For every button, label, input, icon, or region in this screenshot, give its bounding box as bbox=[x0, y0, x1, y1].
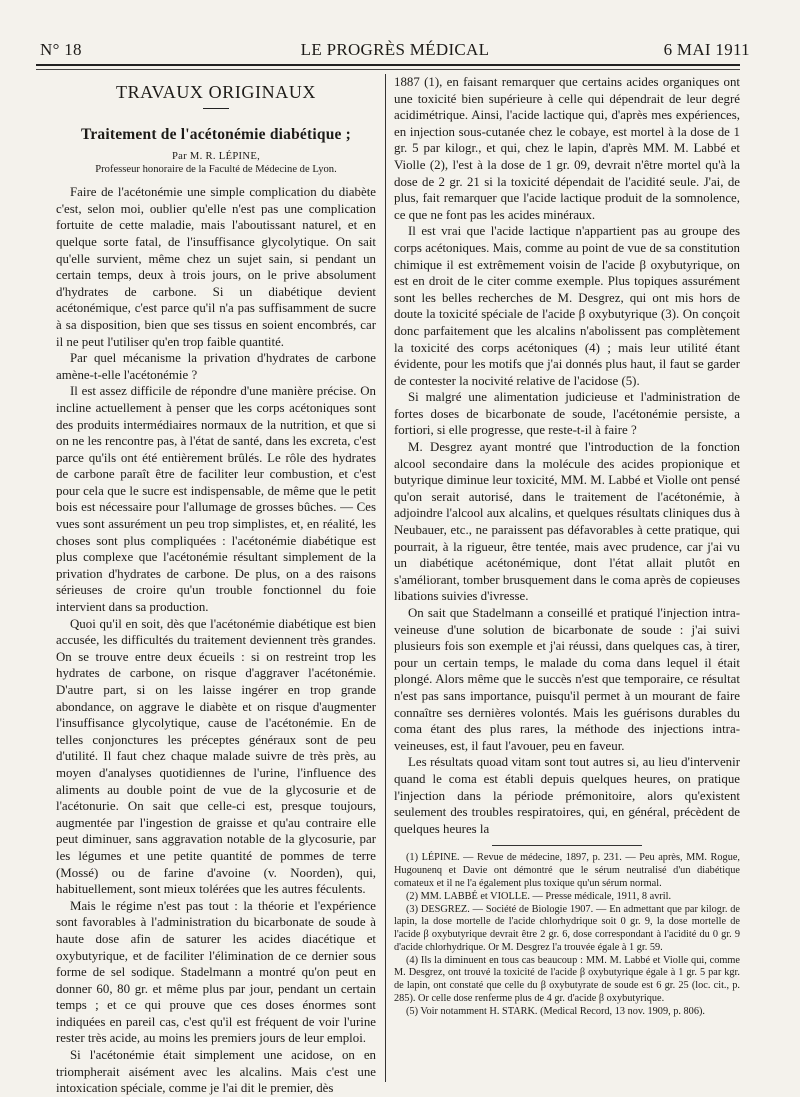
column-divider bbox=[385, 74, 386, 1082]
footnote: (5) Voir notamment H. STARK. (Medical Record, 13 nov. 1909, p. 806). bbox=[406, 1005, 705, 1017]
left-column bbox=[56, 74, 376, 1097]
paragraph: Si malgré une alimentation judicieuse et l'administration de fortes doses de bicarbonate de soude, l'acétonémie persiste, a fortiori, si elle progresse, que reste-t-il à faire ? bbox=[394, 390, 740, 438]
header-rule-thick bbox=[36, 64, 740, 66]
issue-date: 6 MAI 1911 bbox=[663, 40, 750, 59]
article-title: Traitement de l'acétonémie diabétique ; bbox=[80, 125, 352, 143]
footnote: (3) DESGREZ. — Société de Biologie 1907. — En admettant que par kilogr. de lapin, la dose mortelle de l'acide chlorhydrique soit 0 gr. 9, la dose mortelle de l'acide β oxybutyrique devrait être 2 gr. 6, dose correspondant à l'acidité du 0 gr. 9 d'acide chlorhydrique. Or M. Desgrez l'a trouvée égale à 1 gr. 59. bbox=[394, 903, 740, 953]
paragraph: 1887 (1), en faisant remarquer que certains acides organiques ont une toxicité bien supérieure à celle qui dépendrait de leur degré acidimétrique. Ainsi, l'acide lactique qui, d'après mes expériences, en injection sous-cutanée chez le cobaye, est mortel à la dose de 1 gr. 5 par kilogr., et qui, chez le lapin, d'après MM. M. Labbé et Violle (2), l'est à la dose de 1 gr. 09, devrait n'être mortel qu'à la dose de 2 gr. 21 si la toxicité dépendait de l'acidité seule. J'ai, de plus, fait remarquer que l'acide lactique produit de la somnolence, ce que ne font pas les acides minéraux. bbox=[394, 75, 740, 222]
author-line: Par M. R. LÉPINE, bbox=[171, 151, 261, 163]
footnotes bbox=[394, 852, 740, 1018]
issue-number: N° 18 bbox=[40, 40, 82, 59]
paragraph: M. Desgrez ayant montré que l'introduction de la fonction alcool secondaire dans la molécule des acides propionique et butyrique diminue leur toxicité, MM. M. Labbé et Violle ont pensé qu'on serait autorisé, dans le traitement de l'acétonémie, à adjoindre l'alcool aux alcalins, et quelques résultats cliniques dus à Neubauer, etc., ne paraissent pas défavorables à cette pratique, qui pourrait, à la rigueur, être tentée, mais avec prudence, car j'ai vu un diabétique acétonémique, dont l'état allait plutôt en s'améliorant, tomber brusquement dans le coma après de copieuses libations suivies d'ivresse. bbox=[394, 440, 740, 604]
running-header bbox=[40, 40, 750, 62]
paragraph: Les résultats quoad vitam sont tout autres si, au lieu d'intervenir quand le coma est établi depuis quelques heures, on pratique l'injection dans la période prémonitoire, alors qu'existent seulement des troubles respiratoires, qui, en général, précèdent de quelques heures la bbox=[394, 755, 740, 836]
header-rule-thin bbox=[36, 69, 740, 70]
paragraph: Par quel mécanisme la privation d'hydrates de carbone amène-t-elle l'acétonémie ? bbox=[56, 351, 376, 382]
right-column bbox=[394, 74, 740, 1019]
author-affiliation: Professeur honoraire de la Faculté de Médecine de Lyon. bbox=[95, 164, 337, 176]
paragraph: Quoi qu'il en soit, dès que l'acétonémie diabétique est bien accusée, les difficultés du traitement deviennent très grandes. On se trouve entre deux écueils : si on restreint trop les hydrates de carbone, on risque d'aggraver l'acétonémie. D'autre part, si on les laisse ingérer en trop grande abondance, on aggrave le diabète et on risque d'augmenter l'insuffisance glycolytique, cause de l'acétonémie. En de telles conjonctures les préceptes généraux sont de peu d'utilité. Il faut chez chaque malade suivre de très près, au moyen d'analyses quotidiennes de l'urine, l'influence des aliments au double point de vue de la glycosurie et de l'acétonurie. On sait que celle-ci est, presque toujours, augmentée par l'ingestion de graisse et qu'au contraire elle peut diminuer, sans aggravation notable de la glycosurie, par les légumes et une petite quantité de pommes de terre (Mossé) ou de farine d'avoine (v. Noorden), qui, habituellement, sont mieux tolérées que les autres féculents. bbox=[56, 616, 376, 897]
paragraph: On sait que Stadelmann a conseillé et pratiqué l'injection intra-veineuse d'une solution de bicarbonate de soude : j'ai suivi plusieurs fois son exemple et j'ai réussi, dans quelques cas, à tirer, pour un certain temps, le malade du coma dans lequel il était plongé. Alors même que le succès n'est que temporaire, ce résultat n'est pas sans importance, puisqu'il permet à un mourant de faire connaître ses dernières volontés. Mais les guérisons durables du coma étant des plus rares, la méthode des injections intra-veineuses, est, il faut l'avouer, peu en faveur. bbox=[394, 606, 740, 753]
paragraph: Si l'acétonémie était simplement une acidose, on en triompherait aisément avec les alcalins. Mais c'est une intoxication spéciale, comme je l'ai dit le premier, dès bbox=[56, 1048, 376, 1096]
footnotes-rule bbox=[492, 845, 642, 846]
journal-title: LE PROGRÈS MÉDICAL bbox=[300, 40, 490, 59]
section-rule bbox=[203, 108, 229, 109]
paragraph: Il est vrai que l'acide lactique n'appartient pas au groupe des corps acétoniques. Mais, comme au point de vue de sa constitution chimique il est extrêmement voisin de l'acide β oxybutyrique, on est en droit de le citer comme exemple. Plus topiques assurément sont les belles recherches de M. Desgrez, qui ont mis hors de doute la toxicité spéciale de l'acide β oxybutyrique (3). On conçoit donc parfaitement que les alcalins n'abolissent pas complètement la toxicité des corps acétoniques (4) ; mais leur utilité étant évidente, pour les motifs que j'ai donnés plus haut, il faut se garder de contester la nocivité relative de l'acidose (5). bbox=[394, 224, 740, 388]
footnote: (2) MM. LABBÉ et VIOLLE. — Presse médicale, 1911, 8 avril. bbox=[406, 890, 672, 902]
section-title: TRAVAUX ORIGINAUX bbox=[115, 82, 317, 102]
paragraph: Mais le régime n'est pas tout : la théorie et l'expérience sont favorables à l'administration du bicarbonate de soude à haute dose afin de saturer les acides diacétique et oxybutyrique, et de faciliter l'élimination de ce dernier sous forme de sel sodique. Stadelmann a montré qu'on peut en donner 60, 80 gr. et même plus par jour, pendant un certain temps ; et ce qui prouve que ces doses énormes sont indiquées en pareil cas, c'est qu'il est fréquent de voir l'urine rester très acide, au moins les premiers jours de leur emploi. bbox=[56, 898, 376, 1046]
footnote: (4) Ils la diminuent en tous cas beaucoup : MM. M. Labbé et Violle qui, comme M. Desgrez, ont trouvé la toxicité de l'acide β oxybutyrique égale à 1 gr. 5 par kgr. de lapin, ont constaté que celle du β oxybutyrate de soude est 6 gr. 25 (loc. cit., p. 285). Or celle dose renferme plus de 4 gr. d'acide β oxybutyrique. bbox=[394, 954, 740, 1005]
footnote: (1) LÉPINE. — Revue de médecine, 1897, p. 231. — Peu après, MM. Rogue, Hugounenq et Davie ont démontré que le sérum neutralisé d'un diabétique comateux et il ne l'a également plus toxique qu'un sérum normal. bbox=[394, 852, 740, 889]
paragraph: Faire de l'acétonémie une simple complication du diabète c'est, selon moi, oublier qu'elle n'est pas une complication fortuite de cette maladie, mais l'aboutissant naturel, et en quelque sorte fatal, de l'insuffisance glycolytique. On sait qu'elle survient, même chez un sujet sain, si pendant un certain temps, deux à trois jours, on le prive absolument d'hydrates de carbone. Si un diabétique devient acétonémique, c'est parce qu'il n'a pas suffisamment de sucre à sa disposition, bien que ses tissus en soient encombrés, car il ne peut l'utiliser qu'en trop faible quantité. bbox=[56, 185, 376, 349]
paragraph: Il est assez difficile de répondre d'une manière précise. On incline actuellement à penser que les corps acétoniques sont des produits intermédiaires normaux de la nutrition, et que si on ne les rencontre pas, à l'état de santé, dans les excreta, c'est parce qu'ils ont été entièrement brûlés. Le rôle des hydrates de carbone paraît être de faciliter leur combustion, et c'est pour cela que le sucre est indispensable, de même que le petit bois est nécessaire pour l'allumage de grosses bûches. — Ces vues sont assurément un peu trop simplistes, et, en réalité, les choses sont plus compliquées : l'acétonémie diabétique est plus complexe que l'acétonémie résultant simplement de la privation d'hydrates de carbone. De plus, on a des raisons sérieuses de croire qu'un trouble fonctionnel du foie intervient dans sa production. bbox=[56, 384, 376, 615]
